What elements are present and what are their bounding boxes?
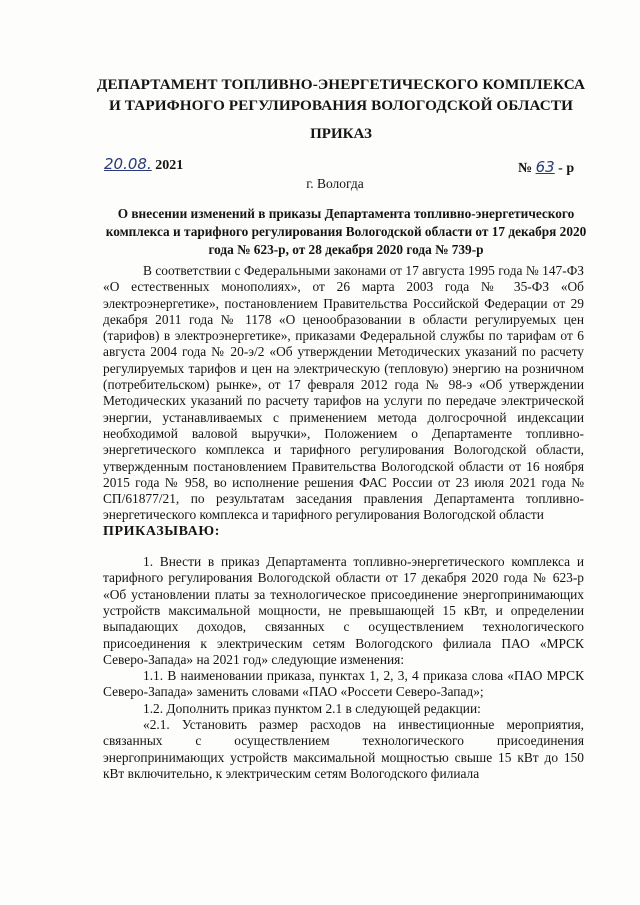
handwritten-number: 63 bbox=[535, 158, 555, 176]
order-number bbox=[518, 158, 574, 177]
date-year: 2021 bbox=[155, 158, 184, 173]
preamble-paragraph: В соответствии с Федеральными законами от 17 августа 1995 года № 147-ФЗ «О естественных монополиях», от 26 марта 2003 года № 35-ФЗ «Об электроэнергетике», постановлением Правительства Российской Федерации от 29 декабря 2011 года № 1178 «О ценообразовании в области регулируемых цен (тарифов) в электроэнергетике», приказами Федеральной службы по тарифам от 6 августа 2004 года № 20-э/2 «Об утверждении Методических указаний по расчету регулируемых тарифов и цен на электрическую (тепловую) энергию на розничном (потребительском) рынке», от 17 февраля 2012 года № 98-э «Об утверждении Методических указаний по расчету тарифов на услуги по передаче электрической энергии, устанавливаемых с применением метода долгосрочной индексации необходимой валовой выручки», Положением о Департаменте топливно-энергетического комплекса и тарифного регулирования Вологодской области, утвержденным постановлением Правительства Вологодской области от 16 ноября 2015 года № 958, во исполнение решения ФАС России от 23 июля 2021 года № СП/61877/21, по результатам заседания правления Департамента топливно-энергетического комплекса и тарифного регулирования Вологодской области bbox=[103, 263, 584, 523]
item-1-1-paragraph: 1.1. В наименовании приказа, пунктах 1, 2, 3, 4 приказа слова «ПАО МРСК Северо-Запада» заменить словами «ПАО «Россети Северо-Запад»; bbox=[103, 668, 584, 700]
item-1-2-paragraph: 1.2. Дополнить приказ пунктом 2.1 в следующей редакции: bbox=[143, 700, 481, 716]
city: г. Вологда bbox=[306, 176, 364, 191]
resolve-heading: ПРИКАЗЫВАЮ: bbox=[103, 523, 220, 539]
department-line-2: И ТАРИФНОГО РЕГУЛИРОВАНИЯ ВОЛОГОДСКОЙ ОБЛАСТИ bbox=[108, 97, 574, 114]
document-type: ПРИКАЗ bbox=[310, 126, 372, 142]
item-1-paragraph: 1. Внести в приказ Департамента топливно-энергетического комплекса и тарифного регулирования Вологодской области от 17 декабря 2020 года № 623-р «Об установлении платы за технологическое присоединение энергопринимающих устройств максимальной мощности, не превышающей 15 кВт, и определении выпадающих доходов, связанных с осуществлением технологического присоединения к электрическим сетям Вологодского филиала ПАО «МРСК Северо-Запада» на 2021 год» следующие изменения: bbox=[103, 554, 584, 667]
department-line-1: ДЕПАРТАМЕНТ ТОПЛИВНО-ЭНЕРГЕТИЧЕСКОГО КОМПЛЕКСА bbox=[96, 76, 586, 93]
item-2-1-paragraph: «2.1. Установить размер расходов на инвестиционные мероприятия, связанных с осуществлением технологического присоединения энергопринимающих устройств максимальной мощностью свыше 15 кВт до 150 кВт включительно, к электрическим сетям Вологодского филиала bbox=[103, 717, 584, 781]
order-date bbox=[104, 155, 183, 174]
department-title bbox=[96, 74, 586, 116]
number-suffix: - р bbox=[558, 161, 575, 176]
order-body bbox=[103, 263, 584, 782]
number-prefix: № bbox=[518, 161, 533, 176]
handwritten-date: 20.08. bbox=[104, 155, 152, 173]
order-subject: О внесении изменений в приказы Департамента топливно-энергетического комплекса и тарифного регулирования Вологодской области от 17 декабря 2020 года № 623-р, от 28 декабря 2020 года № 739-р bbox=[105, 206, 587, 257]
